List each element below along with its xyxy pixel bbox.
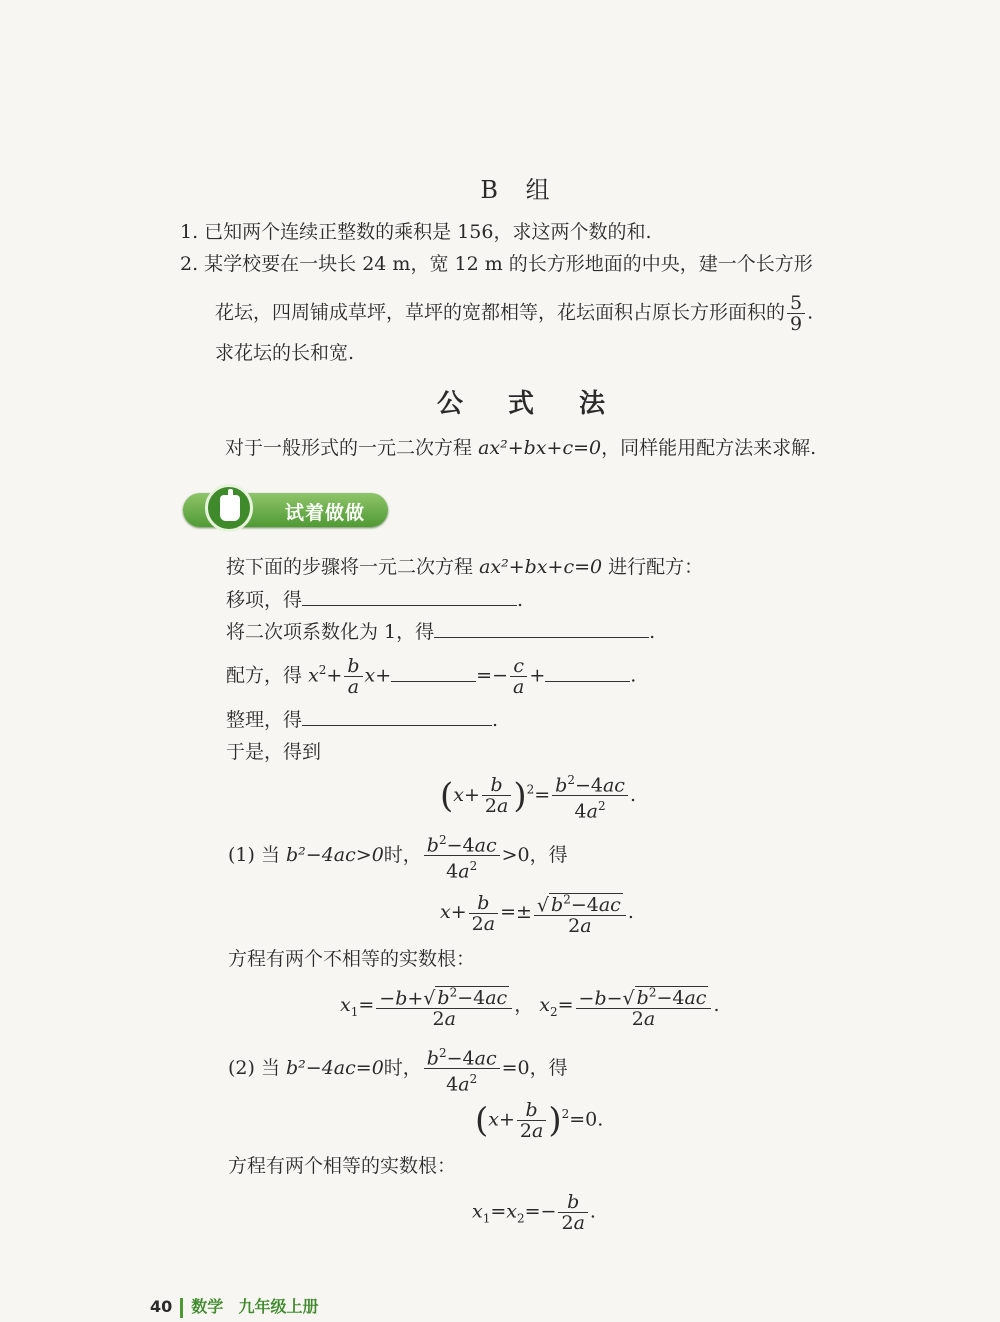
- badge-label: 试着做做: [285, 502, 366, 524]
- case-1-label: (1) 当: [228, 843, 280, 866]
- intro-equation: ax²+bx+c=0: [478, 437, 602, 459]
- case-2-equation: (x+ $\frac{b}{2a}$ )$^2$=0.: [475, 1099, 604, 1142]
- page-footer: [150, 1294, 319, 1318]
- section-b-title: B 组: [480, 176, 560, 204]
- case-2-cond: b²−4ac=0: [286, 1056, 384, 1079]
- intro-text-end: ，同样能用配方法来求解.: [601, 437, 817, 459]
- case-2-roots-text: 方程有两个相等的实数根：: [228, 1155, 457, 1177]
- book-subject: 数学: [191, 1297, 224, 1316]
- case-1-condition: (1) 当 b²−4ac>0时， $\frac{b^2-4ac}{4a^2}$ >0，得: [228, 830, 568, 882]
- steps-intro-end: 进行配方：: [608, 556, 704, 578]
- step-2: 将二次项系数化为 1，得 .: [226, 621, 656, 643]
- step-5: 于是，得到: [226, 741, 322, 763]
- try-it-badge: [183, 484, 388, 534]
- frac-num: 5: [787, 293, 805, 314]
- steps-intro-equation: ax²+bx+c=0: [479, 556, 603, 578]
- page-number: 40: [150, 1297, 173, 1316]
- case-1-roots: $x_1=$ $\frac{-b+√ b^2-4ac}{2a}$ ， $x_2=$ $\frac{-b-√ b^2-4ac}{2a}$ .: [340, 983, 720, 1029]
- case-1-roots-text: 方程有两个不相等的实数根：: [228, 948, 476, 970]
- exercise-2-line1: 2. 某学校要在一块长 24 m，宽 12 m 的长方形地面的中央，建一个长方形: [180, 253, 813, 275]
- blank: [391, 663, 476, 682]
- step-3: 配方，得 $x^2+$ $\frac{b}{a}$ x+ =− $\frac{c}{a}$ + .: [226, 655, 637, 698]
- case-2-mid: 时，: [383, 1056, 422, 1079]
- exercise-1: 1. 已知两个连续正整数的乘积是 156，求这两个数的和.: [180, 221, 652, 243]
- case-1-post: >0，得: [501, 843, 568, 866]
- step-2-text: 将二次项系数化为 1，得: [226, 621, 435, 643]
- hand-icon: [220, 495, 240, 521]
- steps-intro: [226, 554, 703, 580]
- blank: [545, 663, 630, 682]
- blank: [434, 619, 649, 638]
- step-1-text: 移项，得: [226, 589, 303, 611]
- case-2-roots: $x_1=x_2=-$ $\frac{b}{2a}$ .: [472, 1191, 596, 1234]
- exercise-2-text: 花坛，四周铺成草坪，草坪的宽都相等，花坛面积占原长方形面积的: [215, 301, 786, 324]
- step-3-text: 配方，得: [226, 664, 303, 687]
- step-4: 整理，得 .: [226, 709, 499, 731]
- formula-method-title: 公 式 法: [436, 389, 624, 419]
- frac-den: 9: [790, 313, 803, 335]
- exercise-2-line3: 求花坛的长和宽.: [215, 342, 355, 364]
- case-2-condition: (2) 当 b²−4ac=0时， $\frac{b^2-4ac}{4a^2}$ =0，得: [228, 1043, 568, 1095]
- fraction-five-ninths: [787, 293, 805, 334]
- step-4-text: 整理，得: [226, 709, 303, 731]
- steps-intro-text: 按下面的步骤将一元二次方程: [226, 556, 474, 578]
- footer-divider: [180, 1298, 183, 1318]
- fraction-c-over-a: $\frac{c}{a}$: [510, 656, 527, 697]
- exercise-2-line2: 花坛，四周铺成草坪，草坪的宽都相等，花坛面积占原长方形面积的 $\frac{5}{9}$ .: [215, 292, 814, 335]
- intro-text: 对于一般形式的一元二次方程: [225, 437, 473, 459]
- blank: [302, 707, 492, 726]
- case-1-mid: 时，: [383, 843, 422, 866]
- formula-intro: [225, 435, 816, 461]
- fraction-b-over-a: $\frac{b}{a}$: [344, 656, 362, 697]
- completed-square-equation: (x+ $\frac{b}{2a}$ )$^2$= $\frac{b^2-4ac}{4a^2}$ .: [440, 770, 636, 822]
- step-1: 移项，得 .: [226, 589, 524, 611]
- case-2-post: =0，得: [501, 1056, 568, 1079]
- case-1-cond: b²−4ac>0: [286, 843, 384, 866]
- case-2-label: (2) 当: [228, 1056, 280, 1079]
- case-1-equation: x+ $\frac{b}{2a}$ =± $\frac{√ b^2-4ac}{2a}$ .: [440, 891, 634, 938]
- badge-circle: [205, 484, 253, 532]
- blank: [302, 587, 517, 606]
- book-grade: 九年级上册: [238, 1297, 319, 1316]
